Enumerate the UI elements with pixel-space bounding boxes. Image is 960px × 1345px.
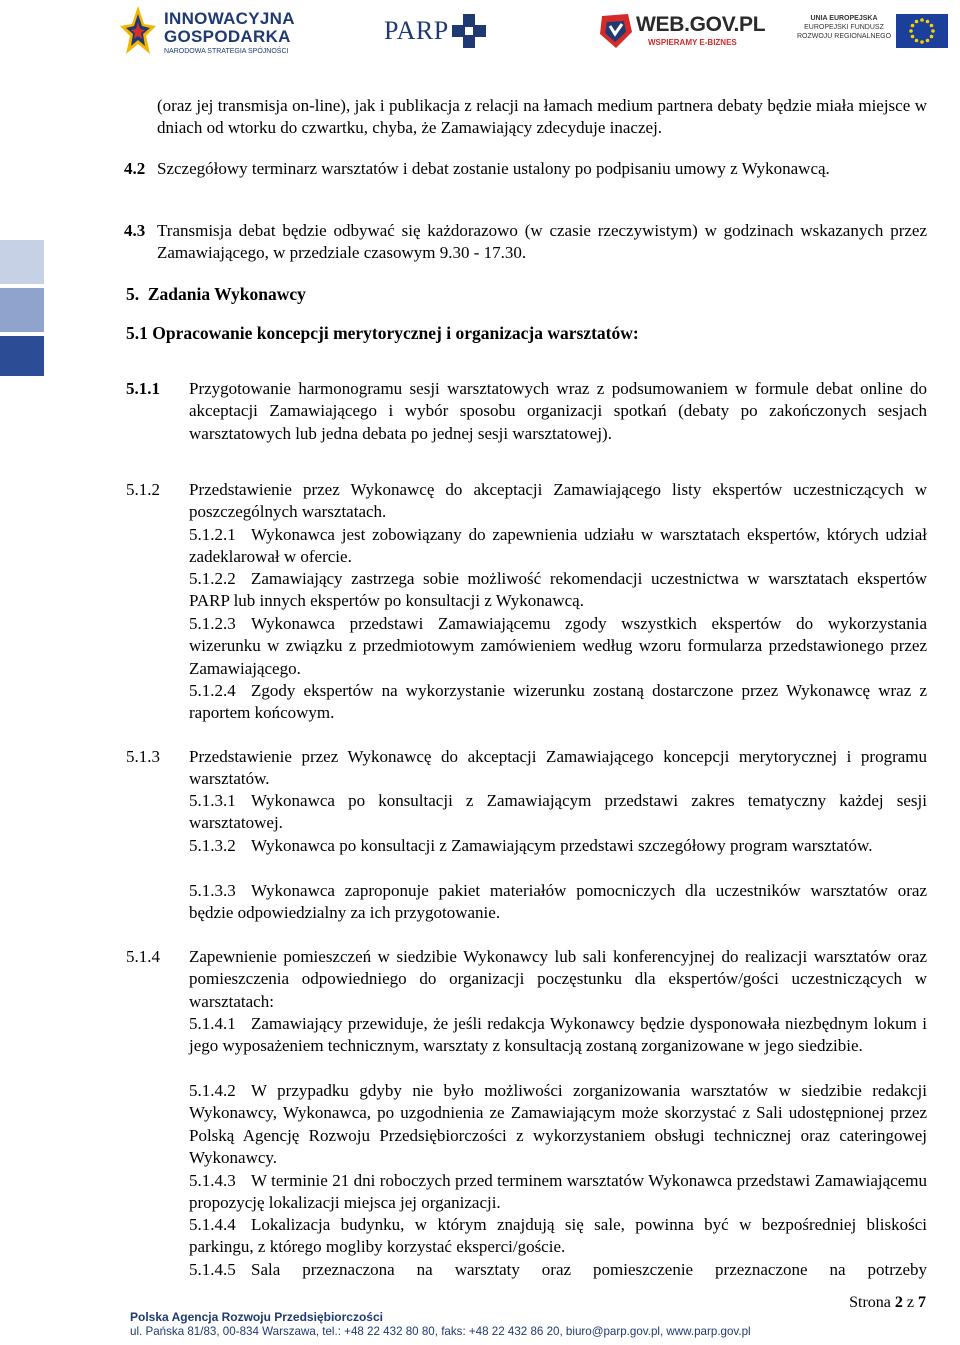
- ig-line3: NARODOWA STRATEGIA SPÓJNOŚCI: [164, 48, 289, 55]
- ig-line2: GOSPODARKA: [164, 27, 291, 46]
- section-num-4-2: 4.2: [124, 159, 146, 178]
- paragraph-5-1-4-2: W przypadku gdyby nie było możliwości zorganizowania warsztatów w siedzibie redakcji Wykonawcy, Wykonawca, po uzgodnienia ze Zamawiającym może skorzystać z Sali udostępnionej przez Polską Agencję Rozwoju Przedsiębiorczości z wykorzystaniem obsługi technicznej oraz cateringowej Wykonawcy.: [189, 1081, 927, 1168]
- section-num-5-1-4-1: 5.1.4.1: [189, 1014, 236, 1033]
- eu-text: [796, 14, 892, 41]
- ig-line1: INNOWACYJNA: [164, 9, 295, 28]
- paragraph-5-1-4-1: Zamawiający przewiduje, że jeśli redakcja Wykonawcy będzie dysponowała niezbędnym lokum i jego wyposażeniem technicznym, warsztaty z konsultacją zostaną zorganizowane w jego siedzibie.: [189, 1014, 927, 1056]
- paragraph-5-1-3-1: Wykonawca po konsultacji z Zamawiającym przedstawi zakres tematyczny każdej sesji warsztatowej.: [189, 791, 927, 833]
- decor-square-1: [0, 240, 44, 284]
- paragraph-5-1-4: Zapewnienie pomieszczeń w siedzibie Wykonawcy lub sali konferencyjnej do realizacji warsztatów oraz pomieszczenia odpowiedniego do organizacji poczęstunku dla ekspertów/gości uczestniczących w warsztatach:: [189, 947, 927, 1011]
- paragraph-5-1-2-1: Wykonawca jest zobowiązany do zapewnienia udziału w warsztatach ekspertów, których udział zadeklarował w ofercie.: [189, 525, 927, 567]
- eu-line3: ROZWOJU REGIONALNEGO: [796, 33, 892, 40]
- decor-square-2: [0, 288, 44, 332]
- section-num-5-1-4-5: 5.1.4.5: [189, 1260, 236, 1279]
- paragraph-5-1-2-2: Zamawiający zastrzega sobie możliwość rekomendacji uczestnictwa w warsztatach ekspertów PARP lub innych ekspertów po konsultacji z Wykonawcą.: [189, 569, 927, 611]
- page-of: z: [906, 1294, 914, 1311]
- paragraph-5-1-3: Przedstawienie przez Wykonawcę do akceptacji Zamawiającego koncepcji merytorycznej i programu warsztatów.: [189, 747, 927, 789]
- section-num-5-1-4: 5.1.4: [126, 947, 160, 966]
- section-num-5-1-1: 5.1.1: [126, 379, 160, 398]
- section-num-5-1-3-1: 5.1.3.1: [189, 791, 236, 810]
- parp-text: PARP: [384, 16, 449, 45]
- footer-organization: Polska Agencja Rozwoju Przedsiębiorczości: [130, 1310, 383, 1324]
- section-num-5-1-2-1: 5.1.2.1: [189, 525, 236, 544]
- footer-address: ul. Pańska 81/83, 00-834 Warszawa, tel.: +48 22 432 80 80, faks: +48 22 432 86 20, biuro@parp.gov.pl, www.parp.gov.pl: [130, 1325, 751, 1338]
- eu-logo: [796, 14, 952, 54]
- page-header: [0, 0, 960, 66]
- decor-square-3: [0, 336, 44, 376]
- page-total: 7: [918, 1294, 926, 1311]
- section-num-5-1-4-2: 5.1.4.2: [189, 1081, 236, 1100]
- webgov-logo: [598, 12, 766, 52]
- section-num-4-3: 4.3: [124, 221, 146, 240]
- paragraph-5-1-2-4: Zgody ekspertów na wykorzystanie wizerunku zostaną dostarczone przez Wykonawcę wraz z raportem końcowym.: [189, 681, 927, 723]
- paragraph-4-3: Transmisja debat będzie odbywać się każdorazowo (w czasie rzeczywistym) w godzinach wskazanych przez Zamawiającego, w przedziale czasowym 9.30 - 17.30.: [157, 221, 927, 263]
- section-num-5-1-2: 5.1.2: [126, 480, 160, 499]
- paragraph-5-1-4-5: Sala przeznaczona na warsztaty oraz pomieszczenie przeznaczone na potrzeby: [251, 1260, 927, 1279]
- paragraph-5-1-4-3: W terminie 21 dni roboczych przed terminem warsztatów Wykonawca przedstawi Zamawiającemu propozycję lokalizacji miejsca jej organizacji.: [189, 1171, 927, 1213]
- eu-line1: UNIA EUROPEJSKA: [810, 15, 878, 22]
- section-num-5-1-4-4: 5.1.4.4: [189, 1215, 236, 1234]
- webgov-subtext: WSPIERAMY E-BIZNES: [648, 38, 737, 47]
- webgov-shield-icon: [598, 12, 634, 50]
- section-num-5-1-3-2: 5.1.3.2: [189, 836, 236, 855]
- paragraph-5-1-4-4: Lokalizacja budynku, w którym znajdują się sale, powinna być w bezpośredniej bliskości parkingu, z którego mogliby korzystać eksperci/goście.: [189, 1215, 927, 1257]
- paragraph-5-1-2: Przedstawienie przez Wykonawcę do akceptacji Zamawiającego listy ekspertów uczestniczących w poszczególnych warsztatach.: [189, 480, 927, 522]
- innowacyjna-gospodarka-logo: [118, 4, 295, 58]
- paragraph-5-1-3-2: Wykonawca po konsultacji z Zamawiającym przedstawi szczegółowy program warsztatów.: [251, 836, 873, 855]
- paragraph-5-1-1: Przygotowanie harmonogramu sesji warsztatowych wraz z podsumowaniem w formule debat online do akceptacji Zamawiającego i wybór sposobu organizacji spotkań (debaty po zakończonych sesjach warsztatowych lub jedna debata po jednej sesji warsztatowej).: [189, 379, 927, 443]
- section-num-5-1-3: 5.1.3: [126, 747, 160, 766]
- page-current: 2: [894, 1294, 903, 1311]
- section-num-5-1-3-3: 5.1.3.3: [189, 881, 236, 900]
- heading-5: 5. Zadania Wykonawcy: [126, 284, 306, 304]
- paragraph-5-1-3-3: Wykonawca zaproponuje pakiet materiałów pomocniczych dla uczestników warsztatów oraz będzie odpowiedzialny za ich przygotowanie.: [189, 881, 927, 923]
- section-num-5-1-2-2: 5.1.2.2: [189, 569, 236, 588]
- paragraph-intro: (oraz jej transmisja on-line), jak i publikacja z relacji na łamach medium partnera debaty będzie miała miejsce w dniach od wtorku do czwartku, chyba, że Zamawiający zdecyduje inaczej.: [157, 96, 927, 138]
- page-label: Strona: [849, 1294, 891, 1311]
- page-number: [849, 1294, 926, 1312]
- parp-cross-icon: [452, 14, 486, 48]
- paragraph-5-1-2-3: Wykonawca przedstawi Zamawiającemu zgody wszystkich ekspertów do wykorzystania wizerunku w związku z przedmiotowym zamówieniem według wzoru formularza przedstawionego przez Zamawiającego.: [189, 614, 927, 678]
- section-num-5-1-4-3: 5.1.4.3: [189, 1171, 236, 1190]
- eu-line2: EUROPEJSKI FUNDUSZ: [804, 24, 884, 31]
- eu-flag-icon: [896, 14, 948, 48]
- section-num-5-1-2-3: 5.1.2.3: [189, 614, 236, 633]
- section-num-5-1-2-4: 5.1.2.4: [189, 681, 236, 700]
- ig-star-icon: [118, 4, 158, 56]
- heading-5-1: 5.1 Opracowanie koncepcji merytorycznej i organizacja warsztatów:: [126, 323, 639, 343]
- webgov-text: WEB.GOV.PL: [636, 13, 766, 36]
- paragraph-4-2: Szczegółowy terminarz warsztatów i debat zostanie ustalony po podpisaniu umowy z Wykonawcą.: [157, 159, 830, 178]
- parp-logo: [384, 10, 488, 50]
